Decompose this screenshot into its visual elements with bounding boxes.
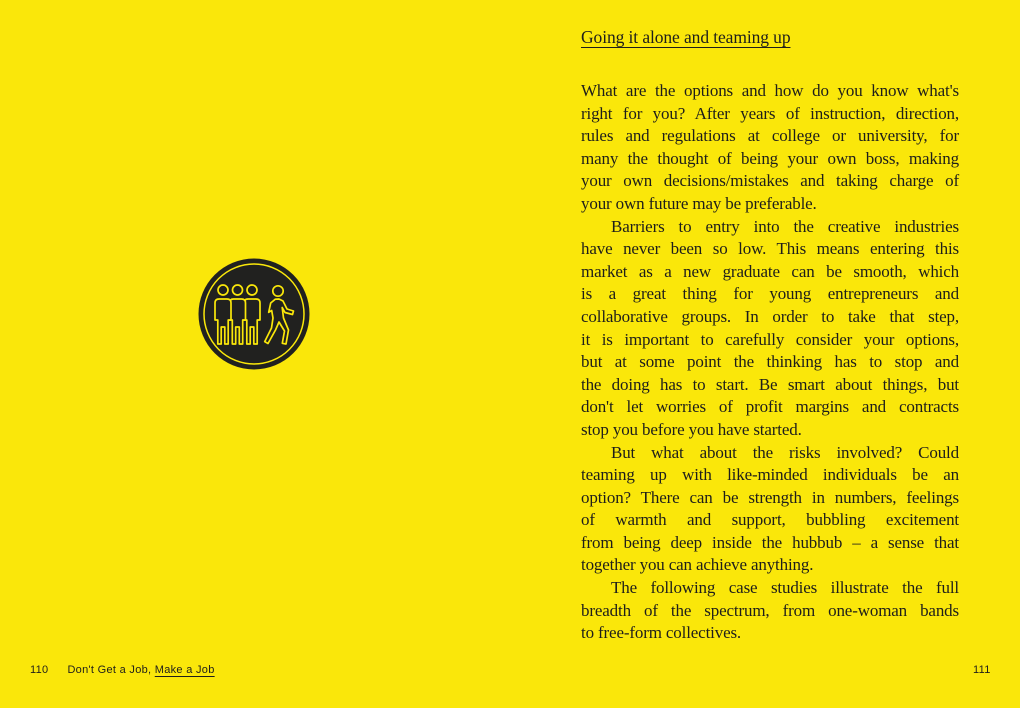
text-line: many the thought of being your own boss, making [581, 148, 959, 168]
paragraph [581, 577, 959, 645]
text-line: of warmth and support, bubbling excitement [581, 510, 959, 530]
book-title-prefix: Don't Get a Job, [67, 664, 155, 676]
right-page-number: 111 [973, 664, 991, 676]
paragraph [581, 216, 959, 442]
book-title [67, 664, 214, 676]
left-page-number: 110 [30, 664, 49, 676]
text-line: but at some point the thinking has to stop and [581, 352, 959, 372]
group-and-walking-person-icon-svg [198, 258, 310, 370]
text-line: from being deep inside the hubbub – a sense that [581, 532, 959, 552]
text-line: market as a new graduate can be smooth, which [581, 261, 959, 281]
text-line: right for you? After years of instruction, direction, [581, 103, 959, 123]
text-line: collaborative groups. In order to take that step, [581, 306, 959, 326]
text-line: Barriers to entry into the creative industries [611, 216, 959, 236]
section-heading: Going it alone and teaming up [581, 27, 791, 47]
body-text [581, 80, 959, 645]
paragraph [581, 80, 959, 216]
text-line: it is important to carefully consider your options, [581, 329, 959, 349]
text-line: option? There can be strength in numbers, feelings [581, 487, 959, 507]
text-line: your own future may be preferable. [581, 193, 817, 213]
text-line: teaming up with like-minded individuals be an [581, 465, 959, 485]
text-line: don't let worries of profit margins and contracts [581, 397, 959, 417]
text-line: The following case studies illustrate the full [611, 578, 959, 598]
book-title-underlined: Make a Job [154, 664, 215, 676]
text-line: together you can achieve anything. [581, 555, 814, 575]
text-line: What are the options and how do you know what's [581, 81, 959, 100]
text-line: the doing has to start. Be smart about things, but [581, 374, 959, 394]
text-line: rules and regulations at college or university, for [581, 126, 959, 146]
left-page-footer [30, 664, 215, 676]
text-line: to free-form collectives. [581, 623, 742, 643]
text-line: stop you before you have started. [581, 419, 802, 439]
text-line: your own decisions/mistakes and taking charge of [581, 171, 959, 191]
paragraph [581, 442, 959, 578]
text-line: But what about the risks involved? Could [611, 442, 959, 462]
text-line: is a great thing for young entrepreneurs and [581, 284, 959, 304]
group-and-walking-person-icon [198, 258, 310, 370]
text-line: breadth of the spectrum, from one-woman bands [581, 600, 959, 620]
text-line: have never been so low. This means entering this [581, 239, 959, 259]
